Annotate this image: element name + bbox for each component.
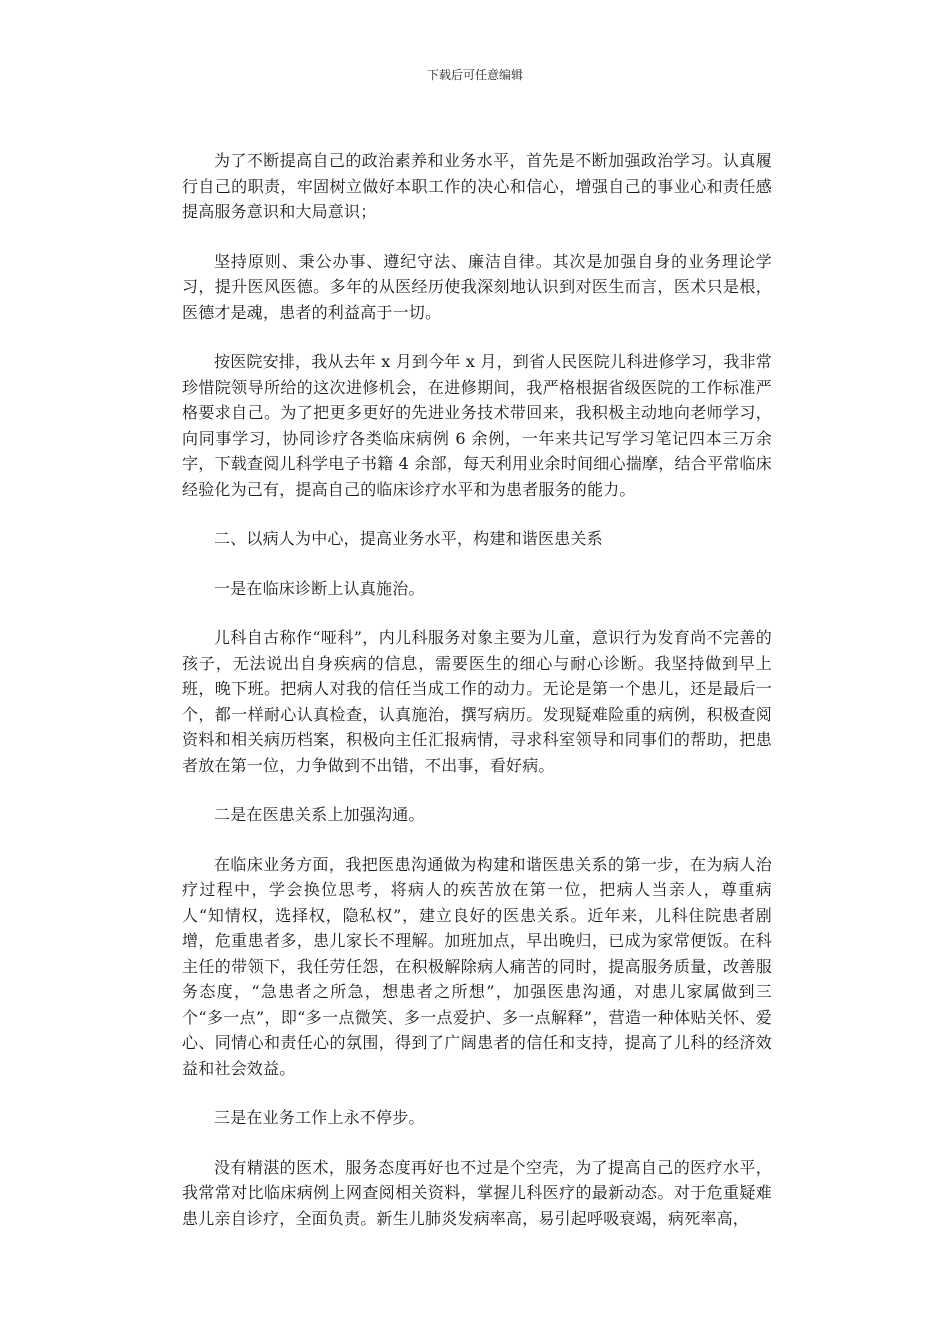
paragraph-further-study: 按医院安排，我从去年 x 月到今年 x 月，到省人民医院儿科进修学习，我非常珍惜院领导所给的这次进修机会，在进修期间，我严格根据省级医院的工作标准严格要求自己。为了把更多更好的先进业务技术带回来，我积极主动地向老师学习，向同事学习，协同诊疗各类临床病例 6 余例，一年来共记写学习笔记四本三万余字，下载查阅儿科学电子书籍 4 余部，每天利用业余时间细心揣摩，结合平常临床经验化为己有，提高自己的临床诊疗水平和为患者服务的能力。 <box>182 352 772 499</box>
subheading-continuous-improvement: 三是在业务工作上永不停步。 <box>214 1108 425 1127</box>
paragraph-political-study: 为了不断提高自己的政治素养和业务水平，首先是不断加强政治学习。认真履行自己的职责，牢固树立做好本职工作的决心和信心，增强自己的事业心和责任感提高服务意识和大局意识； <box>182 151 772 221</box>
section-heading-patient-centered: 二、以病人为中心，提高业务水平，构建和谐医患关系 <box>214 529 603 548</box>
paragraph-doctor-patient-communication: 在临床业务方面，我把医患沟通做为构建和谐医患关系的第一步，在为病人治疗过程中，学会换位思考，将病人的疾苦放在第一位，把病人当亲人，尊重病人“知情权，选择权，隐私权”，建立良好的医患关系。近年来，儿科住院患者剧增，危重患者多，患儿家长不理解。加班加点，早出晚归，已成为家常便饭。在科主任的带领下，我任劳任怨，在积极解除病人痛苦的同时，提高服务质量，改善服务态度，“急患者之所急，想患者之所想”，加强医患沟通，对患儿家属做到三个“多一点”，即“多一点微笑、多一点爱护、多一点解释”，营造一种体贴关怀、爱心、同情心和责任心的氛围，得到了广阔患者的信任和支持，提高了儿科的经济效益和社会效益。 <box>182 854 772 1078</box>
subheading-communication: 二是在医患关系上加强沟通。 <box>214 805 425 824</box>
paragraph-pediatrics: 儿科自古称作“哑科”，内儿科服务对象主要为儿童，意识行为发育尚不完善的孩子，无法说出自身疾病的信息，需要医生的细心与耐心诊断。我坚持做到早上班，晚下班。把病人对我的信任当成工作的动力。无论是第一个患儿，还是最后一个，都一样耐心认真检查，认真施治，撰写病历。发现疑难险重的病例，积极查阅资料和相关病历档案，积极向主任汇报病情，寻求科室领导和同事们的帮助，把患者放在第一位，力争做到不出错，不出事，看好病。 <box>182 628 772 775</box>
subheading-clinical-diagnosis: 一是在临床诊断上认真施治。 <box>214 578 425 598</box>
paragraph-medical-skill: 没有精湛的医术，服务态度再好也不过是个空壳，为了提高自己的医疗水平，我常常对比临床病例上网查阅相关资料，掌握儿科医疗的最新动态。对于危重疑难患儿亲自诊疗，全面负责。新生儿肺炎发病率高，易引起呼吸衰竭，病死率高， <box>182 1157 772 1228</box>
paragraph-principles: 坚持原则、秉公办事、遵纪守法、廉洁自律。其次是加强自身的业务理论学习，提升医风医德。多年的从医经历使我深刻地认识到对医生而言，医术只是根，医德才是魂，患者的利益高于一切。 <box>182 251 772 322</box>
page-header: 下载后可任意编辑 <box>426 68 523 82</box>
document-body <box>182 148 772 1255</box>
